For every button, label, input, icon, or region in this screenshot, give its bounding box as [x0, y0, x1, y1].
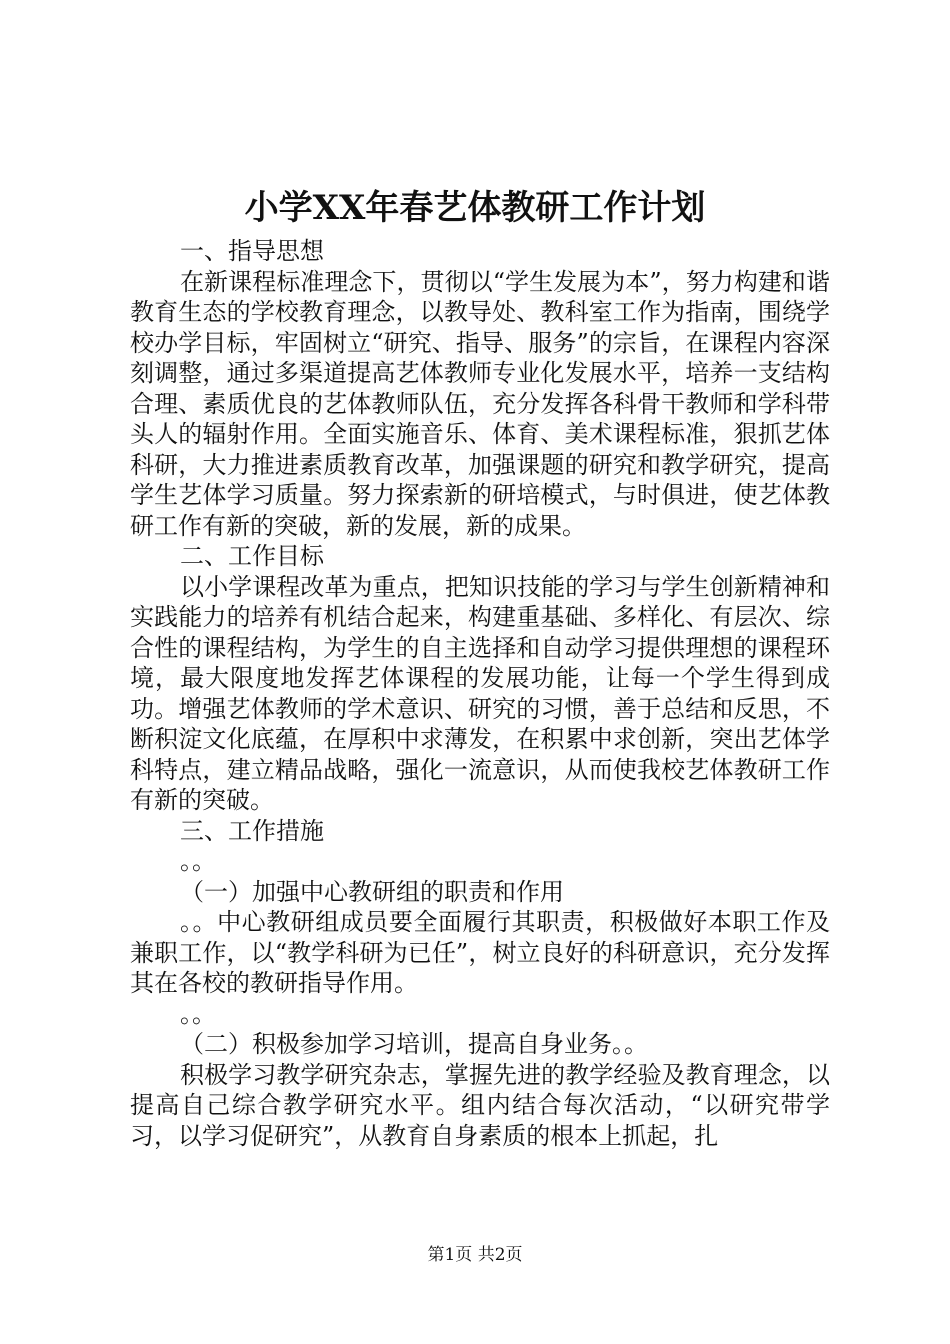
section-heading-work-measures: 三、工作措施	[180, 816, 324, 845]
document-title: 小学XX年春艺体教研工作计划	[244, 188, 706, 228]
paragraph-subsection-1: 。。中心教研组成员要全面履行其职责，积极做好本职工作及兼职工作，以“教学科研为已任”，树立良好的科研意识，充分发挥其在各校的教研指导作用。	[130, 908, 830, 997]
subsection-heading-2: （二）积极参加学习培训，提高自身业务。。	[180, 1030, 648, 1058]
section-heading-work-goals: 二、工作目标	[180, 542, 324, 570]
paragraph-work-goals: 以小学课程改革为重点，把知识技能的学习与学生创新精神和实践能力的培养有机结合起来，构建重基础、多样化、有层次、综合性的课程结构，为学生的自主选择和自动学习提供理想的课程环境，最大限度地发挥艺体课程的发展功能，让每一个学生得到成功。增强艺体教师的学术意识、研究的习惯，善于总结和反思，不断积淀文化底蕴，在厚积中求薄发，在积累中求创新，突出艺体学科特点，建立精品战略，强化一流意识，从而使我校艺体教研工作有新的突破。	[130, 572, 830, 814]
section-heading-guiding-thought: 一、指导思想	[180, 237, 324, 265]
page-number-footer: 第1页 共2页	[427, 1245, 523, 1265]
ellipsis-marks: 。。	[180, 847, 216, 875]
paragraph-guiding-thought: 在新课程标准理念下，贯彻以“学生发展为本”，努力构建和谐教育生态的学校教育理念，以教导处、教科室工作为指南，围绕学校办学目标，牢固树立“研究、指导、服务”的宗旨，在课程内容深刻调整，通过多渠道提高艺体教师专业化发展水平，培养一支结构合理、素质优良的艺体教师队伍，充分发挥各科骨干教师和学科带头人的辐射作用。全面实施音乐、体育、美术课程标准，狠抓艺体科研，大力推进素质教育改革，加强课题的研究和教学研究，提高学生艺体学习质量。努力探索新的研培模式，与时俱进，使艺体教研工作有新的突破，新的发展，新的成果。	[130, 267, 830, 540]
paragraph-subsection-2: 积极学习教学研究杂志，掌握先进的教学经验及教育理念，以提高自己综合教学研究水平。组内结合每次活动，“以研究带学习，以学习促研究”，从教育自身素质的根本上抓起，扎	[130, 1060, 830, 1150]
document-body	[130, 236, 830, 1151]
subsection-heading-1: （一）加强中心教研组的职责和作用	[180, 877, 564, 906]
ellipsis-marks: 。。	[180, 999, 216, 1028]
